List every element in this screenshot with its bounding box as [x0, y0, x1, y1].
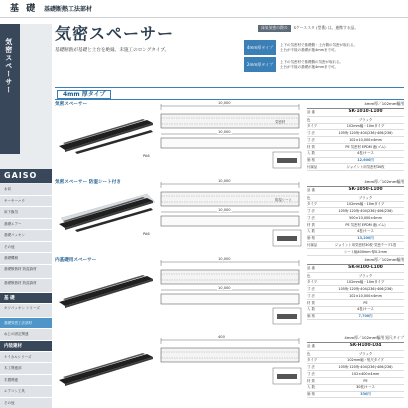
notice: [258, 25, 403, 34]
spec-value: 105角·120角·404(236)·406(236): [338, 287, 393, 292]
sidebar-sub-item[interactable]: その他: [0, 398, 52, 408]
spec-value: 105角·120角·404(236)·406(236): [338, 365, 393, 370]
notice-label: 床気気密の際の: [258, 25, 291, 32]
spec-row: [307, 343, 404, 351]
spec-value: ブラック: [358, 117, 373, 122]
spec-key: 色: [307, 117, 311, 122]
spec-key: 入 数: [307, 385, 315, 390]
spec-row: [307, 280, 404, 287]
spec-row: [307, 265, 404, 273]
sidebar-section-head: 基 礎: [0, 293, 52, 304]
spec-row: [307, 202, 404, 209]
drawing-dimension-mid: 10,000: [218, 286, 231, 290]
product-material-label: PA6: [143, 232, 150, 236]
spec-key: 材 質: [307, 300, 315, 305]
spec-product-code: SK-H100-L100: [348, 265, 383, 271]
sidebar-item[interactable]: 水切: [0, 184, 52, 196]
spec-key: 色: [307, 195, 311, 200]
spec-key: 品 番: [307, 344, 315, 349]
spec-row: [307, 151, 404, 158]
spec-key: 材 質: [307, 144, 315, 149]
spec-key: タイプ: [307, 280, 318, 285]
product-photo-graphic: [55, 188, 157, 238]
spec-value: PE 気密材 EPDM 液(ゴム): [345, 222, 386, 227]
drawing-callout: 気密材: [275, 120, 286, 124]
sidebar-item[interactable]: 基礎断熱材 防湿資材: [0, 279, 52, 293]
category-subtitle: 基礎断熱工法部材: [44, 6, 93, 13]
product-drawing: [155, 258, 305, 334]
spec-row: [307, 378, 404, 385]
product-name: 内基礎用スペーサー: [55, 258, 97, 263]
product-drawing: [155, 102, 305, 178]
thickness-text: [276, 57, 404, 72]
product-drawing: [155, 336, 305, 408]
spec-heading: 4mm厚／102mm幅用: [307, 258, 404, 265]
spec-table: [307, 336, 404, 398]
sidebar-item[interactable]: 床下換気: [0, 207, 52, 219]
thickness-types: [244, 40, 404, 74]
spec-value: 30枚/ケース: [356, 385, 375, 390]
notice-text: Sケーススタ (型番) は。連携する品。: [293, 25, 359, 30]
sidebar-sub-item[interactable]: ケイカルシリーズ: [0, 352, 52, 364]
spec-key: タイプ: [307, 124, 318, 129]
spec-value: 102×10,000×4mm: [349, 293, 382, 298]
sidebar-item[interactable]: 基礎パッキン: [0, 230, 52, 242]
product-photo-graphic: [55, 110, 157, 160]
spec-key: 価 格: [307, 392, 315, 397]
spec-row: [307, 187, 404, 195]
spec-row: [307, 371, 404, 378]
product-photo: [55, 110, 157, 160]
spec-key: 付属品: [307, 243, 318, 248]
spec-key: 品 番: [307, 110, 315, 115]
sidebar-item[interactable]: 基礎機械: [0, 253, 52, 265]
drawing-dimension-top: 10,000: [218, 257, 231, 261]
sidebar-item[interactable]: その他: [0, 242, 52, 254]
section-bar: [55, 87, 404, 100]
product-photo-graphic: [55, 266, 157, 316]
drawing-graphic: [155, 180, 305, 256]
spec-value: 4巻/ケース: [357, 307, 374, 312]
spec-value: 102mm幅・10mタイプ: [346, 202, 385, 207]
sidebar-sub-item-active[interactable]: 基礎気密工法部材: [0, 318, 52, 330]
spec-key: 寸 法: [307, 209, 315, 214]
spec-value: PE: [363, 378, 368, 383]
spec-value: 4巻/ケース: [357, 151, 374, 156]
spec-value: 102mm幅・10mタイプ: [346, 124, 385, 129]
spec-key: 寸 法: [307, 365, 315, 370]
spec-row: [307, 236, 404, 243]
thickness-label: 4mm厚タイプ: [244, 40, 276, 55]
thickness-row: [244, 57, 404, 72]
sidebar-sub-item[interactable]: 手摺関連: [0, 375, 52, 387]
thickness-label: 2mm厚タイプ: [244, 57, 276, 72]
spec-key: 材 質: [307, 222, 315, 227]
spec-value: 105角·120角·404(236)·406(236): [338, 131, 393, 136]
spec-row: [307, 215, 404, 222]
spec-value: 102mm幅・短尺タイプ: [347, 358, 384, 363]
spec-product-code: SK-1050-L100: [348, 187, 383, 193]
spec-row: [307, 144, 404, 151]
spec-table: [307, 258, 404, 320]
spec-value: 102×400×4mm: [351, 371, 380, 376]
drawing-dimension-mid: 10,000: [218, 208, 231, 212]
drawing-graphic: [155, 258, 305, 334]
drawing-dimension-mid: 10,000: [218, 130, 231, 134]
spec-row: [307, 222, 404, 229]
spec-key: 寸 法: [307, 293, 315, 298]
product-block: [55, 102, 404, 176]
spec-value: 500×10,000×4mm: [349, 215, 382, 220]
spec-value: 4巻/ケース: [357, 229, 374, 234]
spec-value: 105角·120角·404(236)·406(236): [338, 209, 393, 214]
spec-key: 寸 法: [307, 215, 315, 220]
spec-row: [307, 208, 404, 215]
spec-key: 色: [307, 351, 311, 356]
spec-row: [307, 273, 404, 280]
spec-price: 330円: [360, 392, 371, 397]
spec-value: 102×10,000×4mm: [349, 137, 382, 142]
drawing-dimension-top: 400: [218, 335, 225, 339]
page-title: 気密スペーサー: [55, 24, 175, 43]
spec-row: [307, 392, 404, 399]
spec-value: ジョイント用気密材30枚: [346, 165, 385, 170]
spec-row: [307, 130, 404, 137]
product-block: [55, 180, 404, 254]
spec-key: 寸 法: [307, 287, 315, 292]
sidebar-item[interactable]: 基礎エアー: [0, 219, 52, 231]
title-block: [55, 24, 260, 54]
spec-heading: 4mm厚／102mm幅用: [307, 180, 404, 187]
product-photo: [55, 344, 157, 394]
spec-value: ブラック: [358, 351, 373, 356]
product-photo-graphic: [55, 344, 157, 394]
spec-key: 入 数: [307, 307, 315, 312]
spec-price: 13,200円: [357, 236, 374, 241]
section-tag: 4mm 厚タイプ: [57, 90, 111, 99]
spec-row: [307, 358, 404, 365]
product-name: 気密スペーサー 防湿シート付き: [55, 180, 121, 185]
spec-row: [307, 249, 404, 256]
spec-row: [307, 242, 404, 249]
spec-key: タイプ: [307, 202, 318, 207]
drawing-callout: 防湿シート: [275, 198, 292, 202]
spec-key: 寸 法: [307, 137, 315, 142]
page-description: 基礎断熱が基礎と土台を絶縁、未施工のロングタイプ。: [55, 48, 170, 53]
sidebar-sub-item[interactable]: キソパッキン シリーズ: [0, 304, 52, 318]
spec-table: [307, 180, 404, 256]
drawing-graphic: [155, 102, 305, 178]
spec-row: [307, 124, 404, 131]
spec-key: 寸 法: [307, 131, 315, 136]
spec-product-code: SK-H100-L04: [349, 343, 382, 349]
sidebar-section-head: 内装建材: [0, 341, 52, 352]
spec-value: ブラック: [358, 273, 373, 278]
spec-value: PE 気密材 EPDM 液(ゴム): [345, 144, 386, 149]
spec-row: [307, 195, 404, 202]
spec-key: 寸 法: [307, 371, 315, 376]
spec-product-code: SK-1010-L100: [348, 109, 383, 115]
product-drawing: [155, 180, 305, 256]
sidebar-menu: [0, 184, 52, 408]
brand-logo[interactable]: GAISO: [0, 169, 52, 183]
spec-key: 価 格: [307, 158, 315, 163]
spec-row: [307, 314, 404, 321]
product-block: [55, 336, 404, 408]
spec-heading: 4mm厚／102mm幅用: [307, 102, 404, 109]
spec-row: [307, 158, 404, 165]
spec-row: [307, 117, 404, 124]
spec-key: 付属品: [307, 165, 318, 170]
drawing-dimension-top: 10,000: [218, 101, 231, 105]
thickness-line: 土台が不陸の基礎が施4mmまで可。: [280, 47, 339, 52]
thickness-line: 土台が不陸の基礎が施4mmまで可。: [280, 64, 339, 69]
product-material-label: PA6: [143, 154, 150, 158]
spec-row: [307, 229, 404, 236]
spec-row: [307, 385, 404, 392]
spec-key: 色: [307, 273, 311, 278]
spec-key: 品 番: [307, 188, 315, 193]
product-block: [55, 258, 404, 332]
spec-price: 12,600円: [357, 158, 374, 163]
product-photo: [55, 266, 157, 316]
spec-row: [307, 351, 404, 358]
sidebar-sub-item[interactable]: エアコン工具: [0, 386, 52, 398]
thickness-line: 上下の気密材で基礎側・土台側の気密が取れる。: [280, 43, 357, 48]
spec-heading: 4mm厚／102mm幅用 短尺タイプ: [307, 336, 404, 343]
spec-value: 102mm幅・10mタイプ: [346, 280, 385, 285]
spec-row: [307, 364, 404, 371]
thickness-row: [244, 40, 404, 55]
sidebar-sub-item[interactable]: ねじの固定関連: [0, 329, 52, 341]
sidebar-sub-item[interactable]: 木工関連部: [0, 363, 52, 375]
spec-row: [307, 293, 404, 300]
spec-value: ジョイント用気密材30枚·気密テープ1巻: [334, 243, 397, 248]
thickness-line: 上下の気密材で基礎側の気密が取れる。: [280, 60, 343, 65]
sidebar-vertical-label: 気密スペーサー: [4, 38, 13, 94]
thickness-text: [276, 40, 404, 55]
spec-key: 入 数: [307, 151, 315, 156]
sidebar-item[interactable]: 基礎断熱材 防湿資材: [0, 265, 52, 279]
page-header: [0, 0, 408, 18]
spec-value: PE: [363, 300, 368, 305]
spec-value: シート幅400mm·厚0.2mm: [343, 249, 388, 254]
spec-row: [307, 164, 404, 171]
product-photo: [55, 188, 157, 238]
spec-key: 材 質: [307, 378, 315, 383]
product-name: 気密スペーサー: [55, 102, 88, 107]
spec-row: [307, 300, 404, 307]
spec-key: 入 数: [307, 229, 315, 234]
sidebar-item[interactable]: ヤーヤーハウ: [0, 196, 52, 208]
spec-key: タイプ: [307, 358, 318, 363]
sidebar: [0, 24, 52, 408]
spec-row: [307, 286, 404, 293]
spec-row: [307, 307, 404, 314]
spec-value: ブラック: [358, 195, 373, 200]
drawing-graphic: [155, 336, 305, 408]
spec-key: 価 格: [307, 236, 315, 241]
sidebar-vertical-tab: [0, 24, 20, 154]
spec-key: 価 格: [307, 314, 315, 319]
spec-key: 品 番: [307, 266, 315, 271]
drawing-dimension-top: 10,000: [218, 179, 231, 183]
category-title: 基 礎: [10, 4, 38, 14]
spec-row: [307, 109, 404, 117]
spec-table: [307, 102, 404, 171]
spec-price: 7,700円: [358, 314, 373, 319]
spec-row: [307, 137, 404, 144]
